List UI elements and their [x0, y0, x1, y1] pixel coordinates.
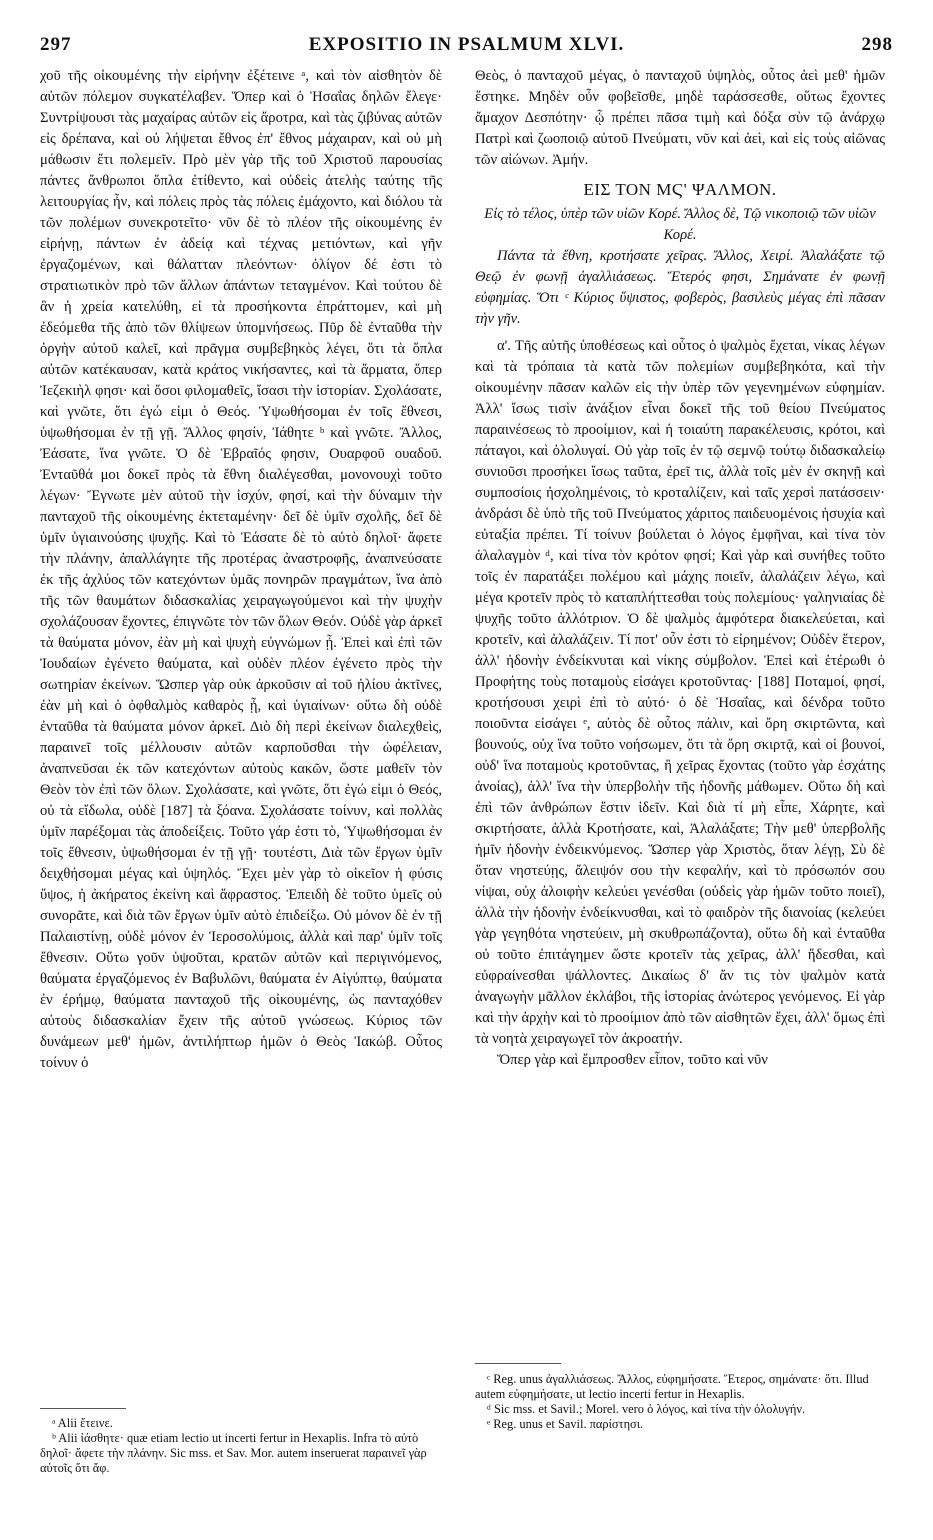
- left-column-text: χοῦ τῆς οἰκουμένης τὴν εἰρήνην ἐξέτεινε ᵃ, καὶ τὸν αἰσθητὸν δὲ αὐτῶν πόλεμον συγκατέλαβεν. Ὅπερ καὶ ὁ Ἡσαΐας δηλῶν ἔλεγε· Συντρίψουσι τὰς μαχαίρας αὐτῶν εἰς ἄροτρα, καὶ τὰς ζιβύνας αὐτῶν εἰς δρέπανα, καὶ οὐ λήψεται ἔθνος ἐπ' ἔθνος μάχαιραν, καὶ οὐ μὴ μάθωσιν ἔτι πολεμεῖν. Πρὸ μὲν γὰρ τῆς τοῦ Χριστοῦ παρουσίας πάντες ἄνθρωποι ὅπλα ἐτίθεντο, καὶ οὐδεὶς ἀτελὴς ταύτης τῆς λειτουργίας ἦν, καὶ πόλεις πρὸς τὰς πόλεις ἐμάχοντο, καὶ διόλου τὰ τῶν πολέμων συνεκροτεῖτο· νῦν δὲ τὸ πλέον τῆς οἰκουμένης ἐν εἰρήνῃ, πάντων ἐν ἀδείᾳ καὶ τέχνας μετιόντων, καὶ γῆν ἐργαζομένων, καὶ θάλατταν πλεόντων· ὀλίγον δέ ἐστι τὸ στρατιωτικὸν πρὸ τῶν ἄλλων ἁπάντων τεταγμένον. Καὶ τούτου δὲ ἂν ἡ χρεία κατελύθη, εἰ τὰ προσήκοντα ἐπράττομεν, καὶ μὴ ἐδεόμεθα τῆς ἀπὸ τῶν θλίψεων ὑπομνήσεως. Πῦρ δὲ ἐνταῦθα τὴν ὀργὴν αὐτοῦ καλεῖ, καὶ πρᾶγμα συμβεβηκὸς λέγει, ὅτι τὰ ὅπλα αὐτῶν κατέκαυσαν, κατὰ κράτος νικήσαντες, καὶ τὰ ἅρματα, ὅπερ Ἰεζεκιὴλ φησι· καὶ ὅσοι φιλομαθεῖς, ἴσασι τὴν ἱστορίαν. Σχολάσατε, καὶ γνῶτε, ὅτι ἐγώ εἰμι ὁ Θεός. Ὑψωθήσομαι ἐν τοῖς ἔθνεσι, ὑψωθήσομαι ἐν τῇ γῇ. Ἄλλος φησίν, Ἰάθητε ᵇ καὶ γνῶτε. Ἄλλος, Ἐάσατε, ἵνα γνῶτε. Ὁ δὲ Ἑβραῖός φησιν, Ουαρφοῦ ουαδοῦ. Ἐνταῦθά μοι δοκεῖ πρὸς τὰ ἔθνη διαλέγεσθαι, μονονουχὶ τοῦτο λέγων· Ἔγνωτε μὲν αὐτοῦ τὴν ἰσχύν, φησί, καὶ τὴν δύναμιν τὴν πανταχοῦ τῆς οἰκουμένης ἐκτεταμένην· δεῖ δὲ ὑμῖν σχολῆς, δεῖ δὲ ὑμῖν ὑγιαινούσης ψυχῆς. Καὶ τὸ Ἐάσατε δὲ τὸ αὐτὸ δηλοῖ· ἄφετε τὴν πλάνην, ἀπαλλάγητε τῆς προτέρας ἀναστροφῆς, ἀναπνεύσατε ἐκ τῆς ἀχλύος τῶν κατεχόντων ὑμᾶς πονηρῶν πραγμάτων, ἵνα ἀπὸ τῆς τῶν θαυμάτων διδασκαλίας χειραγωγούμενοι καὶ τὴν ψυχὴν σχολάζουσαν ἔχοντες, ἐπιγνῶτε τὸν τῶν ὅλων Θεόν. Οὐδὲ γὰρ ἀρκεῖ τὰ θαύματα μόνον, ἐὰν μὴ καὶ ψυχὴ εὐγνώμων ᾖ. Ἐπεὶ καὶ ἐπὶ τῶν Ἰουδαίων ἐγένετο θαύματα, καὶ οὐδὲν πλέον ἐγένετο πρὸς τὴν σωτηρίαν ἐκείνων. Ὥσπερ γὰρ οὐκ ἀρκοῦσιν αἱ τοῦ ἡλίου ἀκτῖνες, ἐὰν μὴ καὶ ὁ ὀφθαλμὸς καθαρὸς ᾖ, καὶ ὑγιαίνων· οὕτω δὴ οὐδὲ ἐνταῦθα τὰ θαύματα μόνον ἀρκεῖ. Διὸ δὴ περὶ ἐκείνων διαλεχθεὶς, παραινεῖ τοῖς μέλλουσιν αὐτῶν καρποῦσθαι τὴν ὠφέλειαν, ἀναπνεῦσαι ἐκ τῶν κατεχόντων αὐτοὺς κακῶν, ὥστε μαθεῖν τὸν Θεὸν τὸν ἐπὶ τῶν ὅλων. Σχολάσατε, καὶ γνῶτε, ὅτι ἐγώ εἰμι ὁ Θεός, οὐ τὰ εἴδωλα, οὐδὲ [187] τὰ ξόανα. Σχολάσατε τοίνυν, καὶ πολλὰς ὑμῖν παρέξομαι τὰς ἀποδείξεις. Τοῦτο γάρ ἐστι τὸ, Ὑψωθήσομαι ἐν τοῖς ἔθνεσιν, ὑψωθήσομαι ἐν τῇ γῇ· τουτέστι, Διὰ τῶν ἔργων ὑμῖν δειχθήσομαι μέγας καὶ ὑψηλός. Ἔχει μὲν γὰρ τὸ οἰκεῖον ἡ φύσις ὕψος, ἡ ἀκήρατος ἐκείνη καὶ ἄφραστος. Ἐπειδὴ δὲ τοῦτο ὑμεῖς οὐ συνορᾶτε, καὶ διὰ τῶν ἔργων ὑμῖν αὐτὸ ἐπιδείξω. Οὐ μόνον δὲ ἐν τῇ Παλαιστίνῃ, οὐδὲ μόνον ἐν Ἱεροσολύμοις, ἀλλὰ καὶ παρ' ὑμῖν τοῖς ἔθνεσιν. Οὕτω γοῦν ὑψοῦται, κρατῶν αὐτῶν καὶ περιγινόμενος, θαύματα ἐργαζόμενος ἐν Βαβυλῶνι, θαύματα ἐν Αἰγύπτῳ, θαύματα ἐν ἐρήμῳ, θαύματα πανταχοῦ τῆς οἰκουμένης, ὡς πανταχόθεν αὐτοὺς διδασκαλίαν ἔχειν τῆς αὐτοῦ γνώσεως. Κύριος τῶν δυνάμεων μεθ' ἡμῶν, ἀντιλήπτωρ ἡμῶν ὁ Θεὸς Ἰακώβ. Οὗτος τοίνυν ὁ: [40, 68, 442, 1071]
- psalm-verse: Πάντα τὰ ἔθνη, κροτήσατε χεῖρας. Ἄλλος, Χειρί. Ἀλαλάξατε τῷ Θεῷ ἐν φωνῇ ἀγαλλιάσεως. Ἕτερός φησι, Σημάνατε ἐν φωνῇ εὐφημίας. Ὅτι ᶜ Κύριος ὕψιστος, φοβερὸς, βασιλεὺς μέγας ἐπὶ πᾶσαν τὴν γῆν.: [475, 248, 885, 327]
- right-column-opening: Θεὸς, ὁ πανταχοῦ μέγας, ὁ πανταχοῦ ὑψηλὸς, οὗτος ἀεὶ μεθ' ἡμῶν ἕστηκε. Μηδὲν οὖν φοβεῖσθε, μηδὲ ταράσσεσθε, οὕτως ἔχοντες ἄμαχον Δεσπότην· ᾧ πρέπει πᾶσα τιμὴ καὶ δόξα σὺν τῷ ἀνάρχῳ Πατρὶ καὶ ζωοποιῷ αὐτοῦ Πνεύματι, νῦν καὶ ἀεὶ, καὶ εἰς τοὺς αἰῶνας τῶν αἰώνων. Ἀμήν.: [475, 68, 885, 168]
- footnote-a: ᵃ Alii ἔτεινε.: [52, 1416, 113, 1430]
- running-header: [40, 34, 893, 56]
- psalm-inscription: Εἰς τὸ τέλος, ὑπὲρ τῶν υἱῶν Κορέ. Ἄλλος δὲ, Τῷ νικοποιῷ τῶν υἱῶν Κορέ.: [484, 206, 876, 243]
- running-title: EXPOSITIO IN PSALMUM XLVI.: [308, 34, 625, 55]
- footnotes-right: [475, 1372, 885, 1432]
- footnote-rule-right: [475, 1363, 561, 1364]
- psalm-heading: ΕΙΣ ΤΟΝ ΜϚ' ΨΑΛΜΟΝ.: [583, 180, 777, 199]
- footnote-rule-left: [40, 1408, 126, 1409]
- footnote-b: ᵇ Alii ἰάσθητε· quæ etiam lectio ut incerti fertur in Hexaplis. Infra τὸ αὐτὸ δηλοῖ· ἄφετε τὴν πλάνην. Sic mss. et Sav. Mor. autem inseruerat παραινεῖ γὰρ αὐτοῖς ὅτι ἄφ.: [40, 1431, 427, 1475]
- footnote-c: ᶜ Reg. unus ἀγαλλιάσεως. Ἄλλος, εὐφημήσατε. Ἕτερος, σημάνατε· ὅτι. Illud autem εὐφημήσατε, ut lectio incerti fertur in Hexaplis.: [475, 1372, 869, 1401]
- footnote-e: ᵉ Reg. unus et Savil. παρίστησι.: [487, 1417, 644, 1431]
- page-number-right: 298: [861, 34, 893, 55]
- page-number-left: 297: [40, 34, 72, 55]
- left-column: [40, 66, 442, 1074]
- commentary-paragraph: α'. Τῆς αὐτῆς ὑποθέσεως καὶ οὗτος ὁ ψαλμὸς ἔχεται, νίκας λέγων καὶ τὰ τρόπαια τὰ κατὰ τῶν πολεμίων συμβεβηκότα, καὶ τὴν οἰκουμένην πᾶσαν καλῶν εἰς τὴν ὑπὲρ τῶν γεγενημένων εὐφημίαν. Ἀλλ' ἴσως τισὶν ἀνάξιον εἶναι δοκεῖ τῆς τοῦ θείου Πνεύματος παραινέσεως τὸ προοίμιον, καὶ ἡ τοιαύτη παρακέλευσις, κρότοι, καὶ πάταγοι, καὶ ὀλολυγαί. Οὐ γὰρ τοῖς ἐν τῷ σεμνῷ τούτῳ διδασκαλείῳ συνιοῦσι προσήκει ἴσως ταῦτα, ἐρεῖ τις, ἀλλὰ τοῖς μὲν ἐν σκηνῇ καὶ συμποσίοις ἠσχολημένοις, τὸ κροταλίζειν, καὶ ταῖς χερσὶ πατάσσειν· ἀνδράσι δὲ ὑπὸ τῆς τοῦ Πνεύματος χάριτος παιδευομένοις ἡσυχία καὶ εὐταξία πρέπει. Τί τοίνυν βούλεται ὁ λόγος ἐμφῆναι, καὶ τίνα τὸν ἀλαλαγμὸν ᵈ, καὶ τίνα τὸν κρότον φησί; Καὶ γὰρ καὶ συνήθες τοῦτο τοῖς ἐν παρατάξει πολέμου καὶ μάχης ποιεῖν, ἀλαλάζειν λέγω, καὶ μέγα κροτεῖν πρὸς τὸ καταπλήττεσθαι τοὺς πολεμίους· γαληνιαίας δὲ ψυχῆς τοῦτο ἀλλότριον. Ὁ δὲ ψαλμὸς ἀμφότερα διακελεύεται, καὶ κροτεῖν, καὶ ἀλαλάζειν. Τί ποτ' οὖν ἐστι τὸ εἰρημένον; Οὐδὲν ἕτερον, ἀλλ' ἡδονὴν ἐνδείκνυται καὶ νίκης σύμβολον. Ἐπεὶ καὶ ἑτέρωθι ὁ Προφήτης τοὺς ποταμοὺς εἰσάγει κροτοῦντας· [188] Ποταμοί, φησί, κροτήσουσι χειρὶ ἐπὶ τὸ αὐτό· ὁ δὲ Ἡσαΐας, καὶ δένδρα τοῦτο ποιοῦντα εἰσάγει ᵉ, αὐτὸς δὲ οὗτος πάλιν, καὶ ὄρη σκιρτῶντα, καὶ βουνούς, οὐχ ἵνα τοῦτο νοήσωμεν, ὅτι τὰ ὄρη σκιρτᾷ, καὶ οἱ βουνοί, οὐδ' ἵνα ποταμοὺς κροτοῦντας, ἢ χεῖρας ἔχοντας (τοῦτο γὰρ ἐσχάτης ἀνοίας), ἀλλ' ἵνα τὴν ὑπερβολὴν τῆς ἡδονῆς μάθωμεν. Οὕτω δὴ καὶ ἐπὶ τῶν ἀνθρώπων ἔστιν ἰδεῖν. Καὶ διὰ τί μὴ εἶπε, Χάρητε, καὶ σκιρτήσατε, ἀλλὰ Κροτήσατε, καὶ, Ἀλαλάξατε; Τὴν μεθ' ὑπερβολῆς ἡμῖν ἡδονὴν ἐνδεικνύμενος. Ὥσπερ γὰρ Χριστὸς, ὅταν λέγῃ, Σὺ δὲ ὅταν νηστεύῃς, ἄλειψόν σου τὴν κεφαλήν, καὶ τὸ πρόσωπόν σου νίψαι, οὐχ ἀλοιφὴν κελεύει γενέσθαι (οὐδεὶς γὰρ ἡμῶν τοῦτο ποιεῖ), ἀλλὰ τὴν ἡδονὴν ἐνδείκνυσθαι, καὶ τὸ φαιδρὸν τῆς διανοίας (κελεύει γὰρ γεγηθότα νηστεύειν, μὴ σκυθρωπάζοντα), οὕτω δὴ καὶ ἐνταῦθα οὐ τοῦτο ἐπιτάγημεν ὥστε κροτεῖν τὰς χεῖρας, ἀλλ' ἥδεσθαι, καὶ εὐφραίνεσθαι ψάλλοντες. Δικαίως δ' ἄν τις τὸν ψαλμὸν κατὰ ἀναγωγὴν μᾶλλον ἐκλάβοι, τῆς ἱστορίας ἀνώτερος γενόμενος. Εἰ γὰρ καὶ τὴν ἀρχὴν καὶ τὸ προοίμιον ἀπὸ τῶν αἰσθητῶν ἔχει, ἀλλ' ὅμως ἐπὶ τὰ νοητὰ χειραγωγεῖ τὸν ἀκροατήν.: [475, 338, 885, 1047]
- right-column: [475, 66, 885, 1071]
- footnote-d: ᵈ Sic mss. et Savil.; Morel. vero ὁ λόγος, καὶ τίνα τὴν ὀλολυγήν.: [487, 1402, 806, 1416]
- commentary-continuation: Ὅπερ γὰρ καὶ ἔμπροσθεν εἶπον, τοῦτο καὶ νῦν: [497, 1052, 768, 1068]
- footnotes-left: [40, 1416, 442, 1476]
